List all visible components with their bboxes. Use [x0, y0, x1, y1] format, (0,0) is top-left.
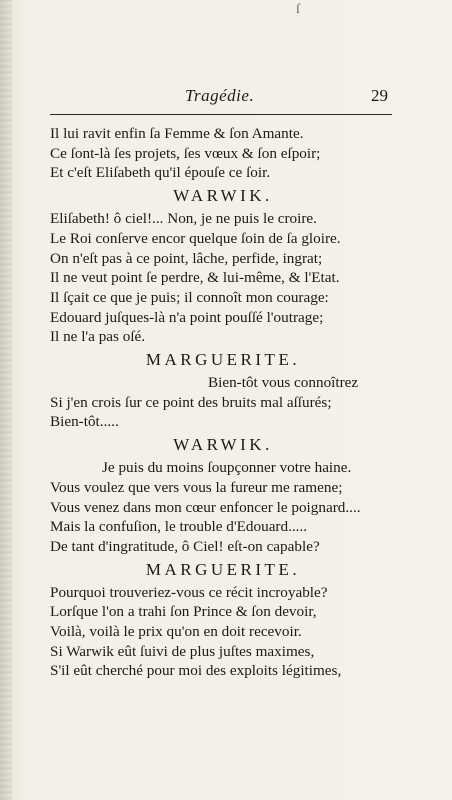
speaker-heading: MARGUERITE.: [145, 559, 301, 579]
verse-line: Il lui ravit enfin ſa Femme & ſon Amante.: [50, 125, 304, 142]
verse-line: Il ſçait ce que je puis; il connoît mon courage:: [50, 288, 329, 306]
verse-line: Edouard juſques-là n'a point pouſſé l'outrage;: [50, 308, 324, 326]
verse-line: Le Roi conſerve encor quelque ſoin de ſa gloire.: [50, 229, 341, 247]
running-title: Tragédie.: [185, 86, 255, 105]
verse-text: [50, 124, 400, 681]
verse-line: Il ne veut point ſe perdre, & lui-même, & l'Etat.: [50, 269, 340, 287]
page-number: 29: [371, 86, 388, 105]
verse-line: Si Warwik eût ſuivi de plus juſtes maximes,: [50, 642, 315, 660]
verse-line: Si j'en crois ſur ce point des bruits mal aſſurés;: [50, 393, 332, 411]
running-head: [50, 86, 390, 112]
page-gutter: [0, 0, 12, 800]
speaker-heading: MARGUERITE.: [145, 350, 301, 370]
header-rule: [50, 114, 392, 115]
verse-line: Il ne l'a pas oſé.: [50, 328, 146, 346]
verse-line: Ce ſont-là ſes projets, ſes vœux & ſon eſpoir;: [50, 144, 321, 162]
top-mark: ſ: [296, 2, 300, 17]
verse-line: Vous voulez que vers vous la fureur me ramene;: [50, 478, 343, 496]
verse-line: On n'eſt pas à ce point, lâche, perfide, ingrat;: [50, 249, 323, 267]
verse-line: Pourquoi trouveriez-vous ce récit incroyable?: [50, 583, 328, 601]
verse-line: Eliſabeth! ô ciel!... Non, je ne puis le croire.: [50, 210, 317, 228]
verse-line: De tant d'ingratitude, ô Ciel! eſt-on capable?: [50, 537, 320, 555]
verse-line: Bien-tôt vous connoîtrez: [208, 374, 359, 392]
speaker-heading: WARWIK.: [173, 186, 273, 206]
verse-line: Je puis du moins ſoupçonner votre haine.: [102, 459, 352, 477]
speaker-heading: WARWIK.: [173, 435, 273, 455]
verse-line: Bien-tôt.....: [50, 413, 119, 431]
verse-line: Et c'eſt Eliſabeth qu'il épouſe ce ſoir.: [50, 164, 271, 182]
verse-line: Vous venez dans mon cœur enfoncer le poignard....: [50, 498, 361, 516]
verse-line: S'il eût cherché pour moi des exploits légitimes,: [50, 662, 342, 680]
verse-line: Lorſque l'on a trahi ſon Prince & ſon devoir,: [50, 603, 317, 621]
verse-line: Voilà, voilà le prix qu'on en doit recevoir.: [50, 623, 302, 641]
verse-line: Mais la confuſion, le trouble d'Edouard.....: [50, 518, 308, 536]
